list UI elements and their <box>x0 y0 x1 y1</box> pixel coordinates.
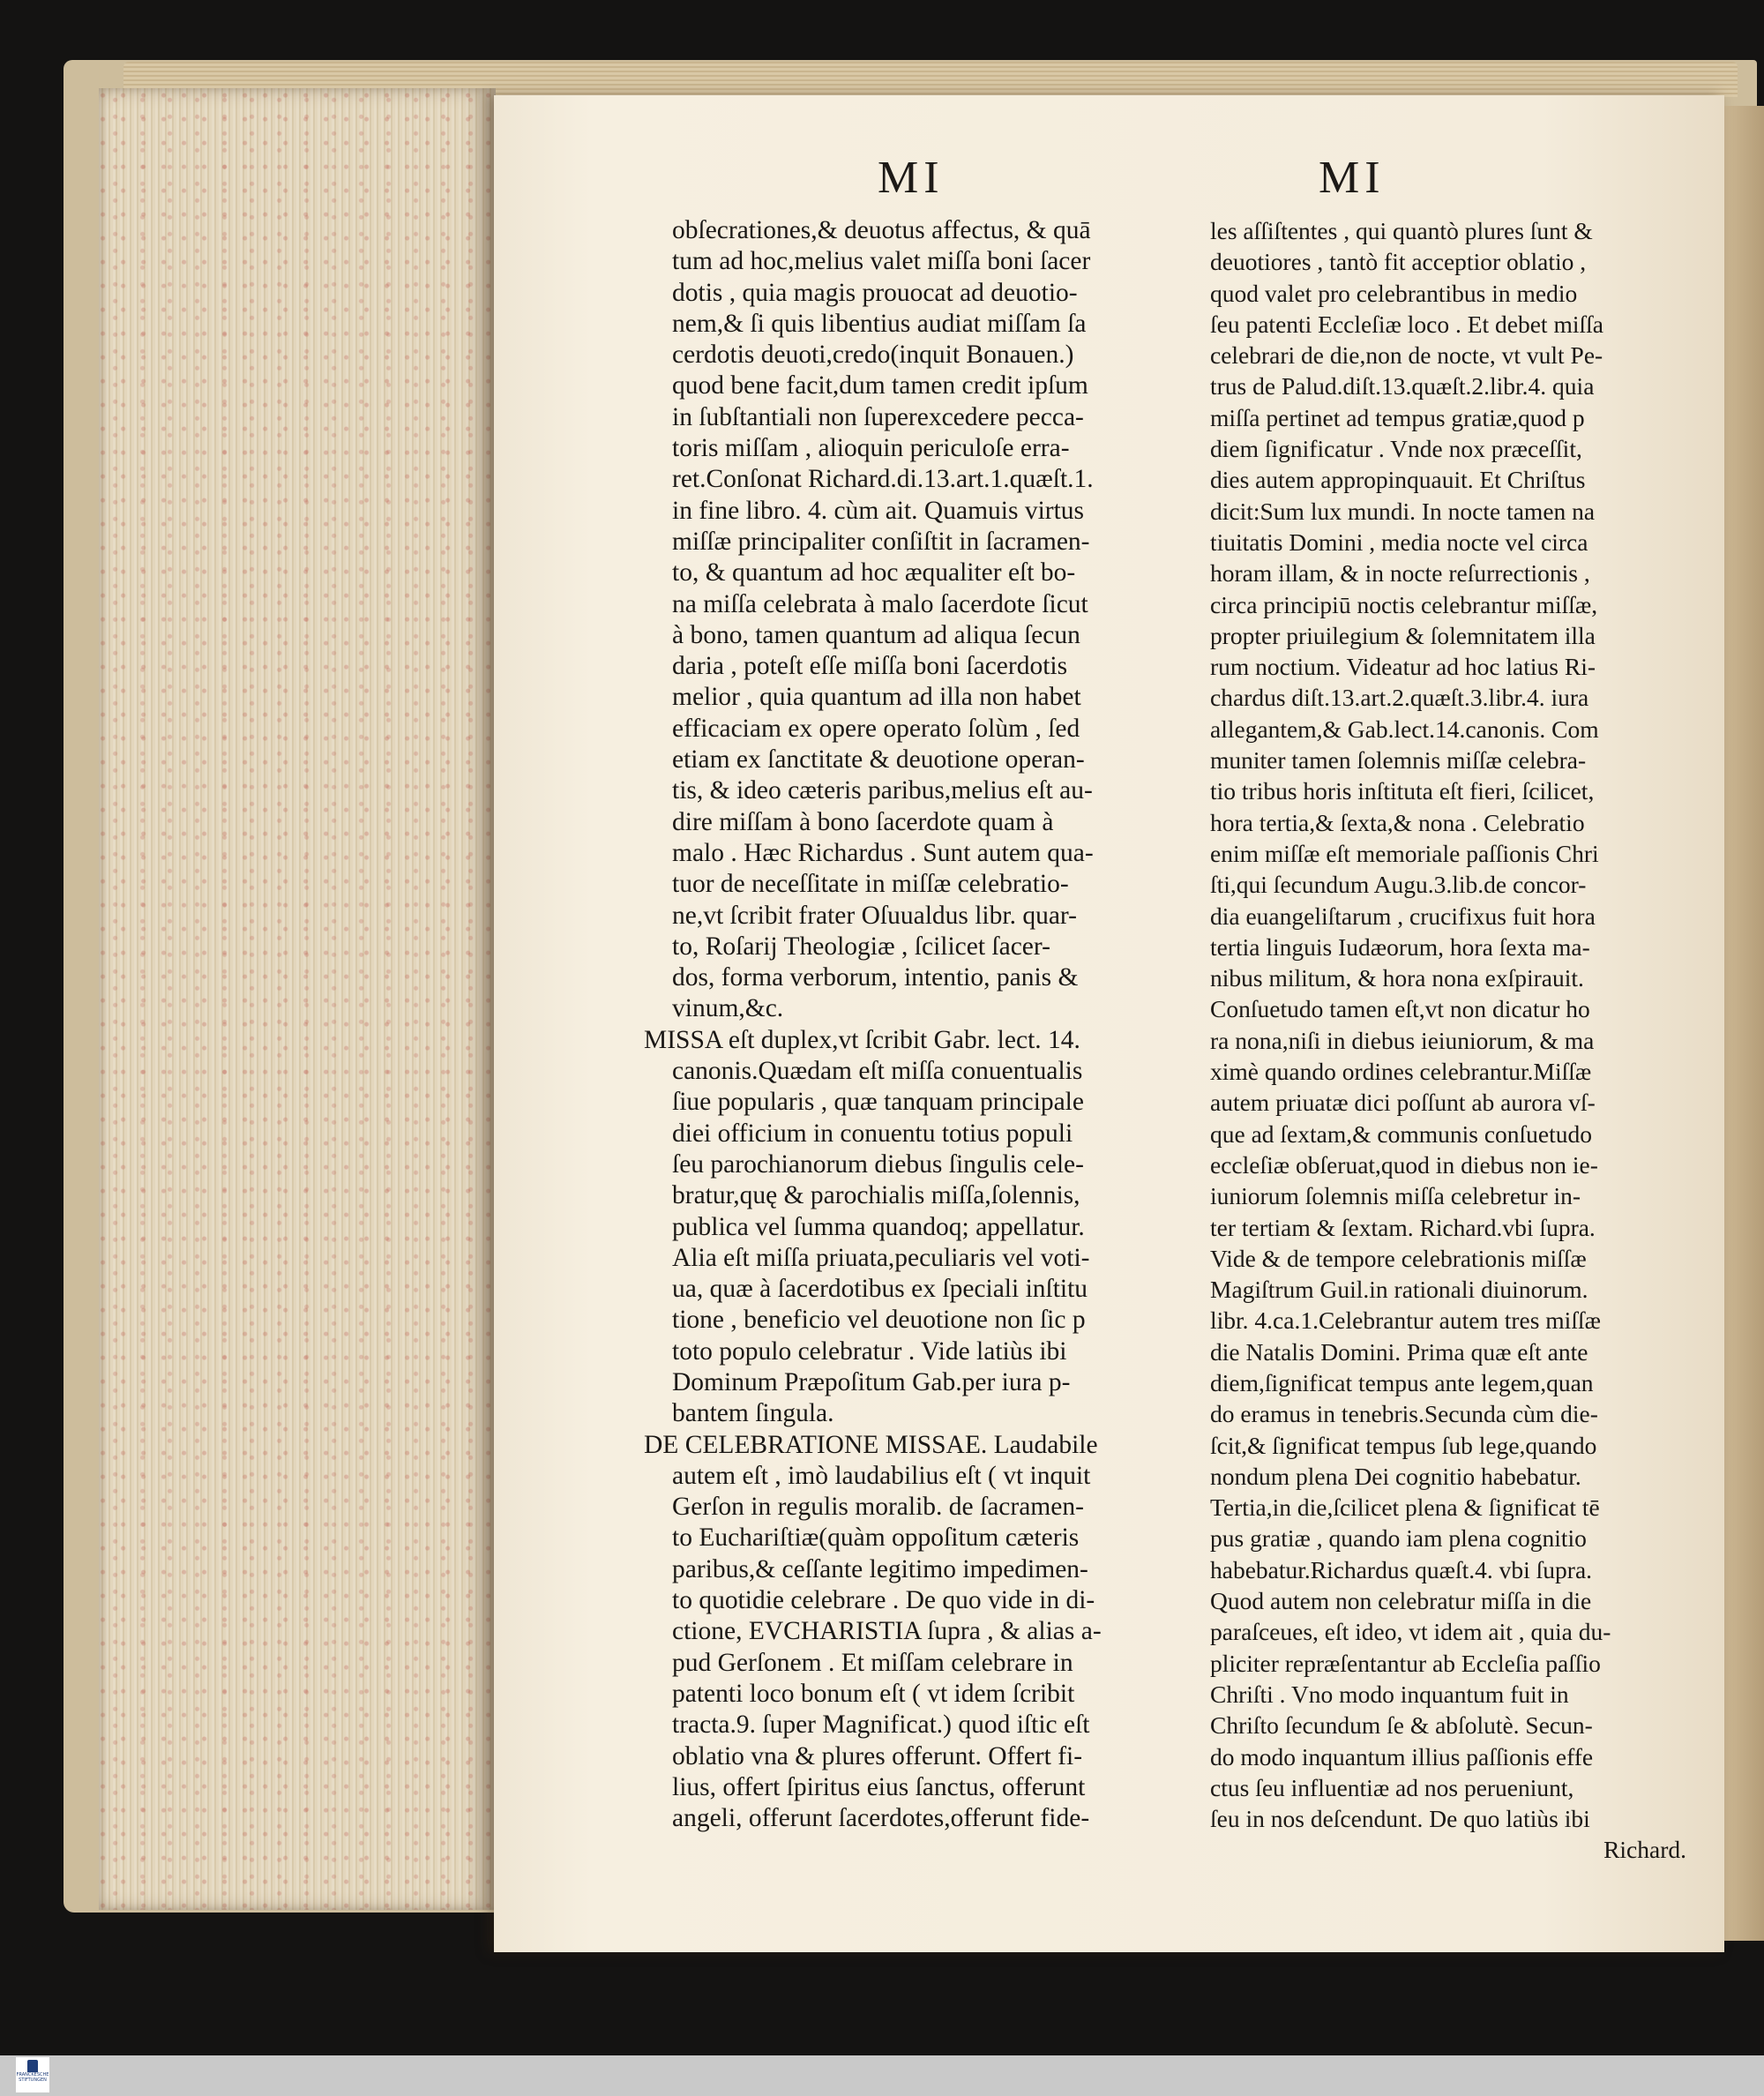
text-line: Chriſto ſecundum ſe & abſolutè. Secun- <box>1210 1711 1593 1740</box>
text-line: dia euangeliſtarum , crucifixus fuit hora <box>1210 902 1596 930</box>
text-line: ctione, EVCHARISTIA ſupra , & alias a- <box>672 1617 1102 1646</box>
running-headword-left: MI <box>878 153 945 203</box>
text-line: angeli, offerunt ſacerdotes,offerunt fide- <box>672 1804 1090 1833</box>
text-line: chardus diſt.13.art.2.quæſt.3.libr.4. iura <box>1210 684 1589 712</box>
book-fore-edge <box>99 88 496 1910</box>
text-line: propter priuilegium & ſolemnitatem illa <box>1210 621 1596 649</box>
text-line: libr. 4.ca.1.Celebrantur autem tres miſſæ <box>1210 1306 1601 1335</box>
text-line: ſti,qui ſecundum Augu.3.lib.de concor- <box>1210 871 1587 899</box>
text-line: iuniorum ſolemnis miſſa celebretur in- <box>1210 1182 1581 1210</box>
text-line: enim miſſæ eſt memoriale paſſionis Chri <box>1210 839 1599 867</box>
text-line: Dominum Præpoſitum Gab.per iura p- <box>672 1367 1071 1396</box>
text-line: Vide & de tempore celebrationis miſſæ <box>1210 1244 1587 1272</box>
text-line: ſeu patenti Eccleſiæ loco . Et debet miſſa <box>1210 310 1603 338</box>
text-line: ua, quæ à ſacerdotibus ex ſpeciali inſtitu <box>672 1275 1088 1304</box>
text-line: Quod autem non celebratur miſſa in die <box>1210 1587 1592 1615</box>
text-line: vinum,&c. <box>672 994 784 1023</box>
text-line: autem eſt , imò laudabilius eſt ( vt inquit <box>672 1461 1091 1490</box>
text-line: dotis , quia magis prouocat ad deuotio- <box>672 278 1078 307</box>
text-line: etiam ex ſanctitate & deuotione operan- <box>672 745 1085 775</box>
text-line: paribus,& ceſſante legitimo impedimen- <box>672 1554 1088 1583</box>
text-line: ter tertiam & ſextam. Richard.vbi ſupra. <box>1210 1213 1596 1241</box>
text-line: horam illam, & in nocte reſurrectionis , <box>1210 559 1590 588</box>
text-line: muniter tamen ſolemnis miſſæ celebra- <box>1210 746 1587 775</box>
text-line: oblatio vna & plures offerunt. Offert fi- <box>672 1741 1083 1770</box>
text-line: cerdotis deuoti,credo(inquit Bonauen.) <box>672 341 1074 370</box>
text-line: bantem ſingula. <box>672 1399 834 1428</box>
text-line: Conſuetudo tamen eſt,vt non dicatur ho <box>1210 995 1590 1023</box>
viewer-footer-bar <box>0 2055 1764 2096</box>
text-line: circa principiū noctis celebrantur miſſæ, <box>1210 590 1598 618</box>
text-line: Gerſon in regulis moralib. de ſacramen- <box>672 1493 1084 1522</box>
text-line: allegantem,& Gab.lect.14.canonis. Com <box>1210 715 1599 743</box>
text-line: dicit:Sum lux mundi. In nocte tamen na <box>1210 497 1596 525</box>
text-line: nibus militum, & hora nona exſpirauit. <box>1210 964 1584 992</box>
text-line: tuor de neceſſitate in miſſæ celebratio- <box>672 870 1069 899</box>
text-line: publica vel ſumma quandoq; appellatur. <box>672 1212 1085 1241</box>
text-line: toris miſſam , alioquin periculoſe erra- <box>672 434 1070 463</box>
text-line: to, Roſarij Theologiæ , ſcilicet ſacer- <box>672 932 1050 961</box>
text-line: habebatur.Richardus quæſt.4. vbi ſupra. <box>1210 1555 1593 1583</box>
text-line: daria , poteſt eſſe miſſa boni ſacerdotis <box>672 652 1068 681</box>
text-line: to quotidie celebrare . De quo vide in di- <box>672 1586 1095 1615</box>
text-line: diem,ſignificat tempus ante legem,quan <box>1210 1368 1594 1396</box>
text-line: bratur,quę & parochialis miſſa,ſolennis, <box>672 1181 1080 1210</box>
text-line: lius, offert ſpiritus eius ſanctus, offerunt <box>672 1772 1086 1801</box>
text-line: ximè quando ordines celebrantur.Miſſæ <box>1210 1058 1592 1086</box>
text-line: in fine libro. 4. cùm ait. Quamuis virtus <box>672 496 1085 525</box>
text-line: trus de Palud.diſt.13.quæſt.2.libr.4. quia <box>1210 372 1595 400</box>
text-line: ctus ſeu influentiæ ad nos perueniunt, <box>1210 1773 1574 1801</box>
text-line: MISSA eſt duplex,vt ſcribit Gabr. lect. 14. <box>644 1025 1080 1054</box>
text-line: ret.Conſonat Richard.di.13.art.1.quæſt.1. <box>672 465 1094 494</box>
text-line: melior , quia quantum ad illa non habet <box>672 683 1081 712</box>
text-line: to, & quantum ad hoc æqualiter eſt bo- <box>672 558 1076 588</box>
text-line: paraſceues, eſt ideo, vt idem ait , quia du- <box>1210 1618 1611 1646</box>
text-line: obſecrationes,& deuotus affectus, & quā <box>672 216 1091 244</box>
logo-text: FRANCKESCHE STIFTUNGEN <box>16 2072 49 2083</box>
text-line: nondum plena Dei cognitio habebatur. <box>1210 1462 1581 1490</box>
logo-mark-icon <box>27 2060 38 2072</box>
text-line: rum noctium. Videatur ad hoc latius Ri- <box>1210 653 1596 681</box>
text-line: pus gratiæ , quando iam plena cognitio <box>1210 1524 1587 1553</box>
text-line: dies autem appropinquauit. Et Chriſtus <box>1210 466 1586 494</box>
text-line: DE CELEBRATIONE MISSAE. Laudabile <box>644 1430 1098 1459</box>
text-line: ſcit,& ſignificat tempus ſub lege,quando <box>1210 1431 1597 1459</box>
text-line: in ſubſtantiali non ſuperexcedere pecca- <box>672 402 1084 431</box>
text-line: eccleſiæ obſeruat,quod in diebus non ie- <box>1210 1150 1598 1179</box>
text-line: ſeu in nos deſcendunt. De quo latiùs ibi <box>1210 1805 1590 1833</box>
text-line: to Euchariſtiæ(quàm oppoſitum cæteris <box>672 1523 1080 1553</box>
book-right-edge <box>1724 106 1764 1941</box>
text-line: ſiue popularis , quæ tanquam principale <box>672 1088 1084 1117</box>
text-line: dire miſſam à bono ſacerdote quam à <box>672 807 1054 836</box>
text-line: do eramus in tenebris.Secunda cùm die- <box>1210 1400 1598 1428</box>
text-line: dos, forma verborum, intentio, panis & <box>672 963 1079 992</box>
text-line: hora tertia,& ſexta,& nona . Celebratio <box>1210 808 1585 836</box>
text-line: que ad ſextam,& communis conſuetudo <box>1210 1119 1593 1148</box>
text-line: efficaciam ex opere operato ſolùm , ſed <box>672 714 1080 743</box>
institution-logo[interactable] <box>16 2057 49 2092</box>
text-line: na miſſa celebrata à malo ſacerdote ſicut <box>672 589 1088 618</box>
text-line: tis, & ideo cæteris paribus,melius eſt au- <box>672 776 1093 805</box>
running-headword-right: MI <box>1319 153 1386 203</box>
text-line: die Natalis Domini. Prima quæ eſt ante <box>1210 1337 1588 1366</box>
text-line: tione , beneficio vel deuotione non ſic p <box>672 1306 1086 1335</box>
text-line: ne,vt ſcribit frater Oſuualdus libr. quar- <box>672 901 1077 930</box>
text-line: nem,& ſi quis libentius audiat miſſam ſa <box>672 309 1087 338</box>
text-line: les aſſiſtentes , qui quantò plures ſunt & <box>1210 217 1593 244</box>
text-line: ſeu parochianorum diebus ſingulis cele- <box>672 1149 1084 1179</box>
text-line: ra nona,niſi in diebus ieiuniorum, & ma <box>1210 1026 1595 1054</box>
text-line: miſſæ principaliter conſiſtit in ſacramen- <box>672 527 1090 556</box>
text-line: toto populo celebratur . Vide latiùs ibi <box>672 1336 1067 1366</box>
text-line: Alia eſt miſſa priuata,peculiaris vel voti- <box>672 1243 1090 1272</box>
text-line: canonis.Quædam eſt miſſa conuentualis <box>672 1057 1083 1086</box>
text-line: diem ſignificatur . Vnde nox præceſſit, <box>1210 435 1582 463</box>
text-line: miſſa pertinet ad tempus gratiæ,quod p <box>1210 403 1585 431</box>
text-line: celebrari de die,non de nocte, vt vult Pe- <box>1210 341 1603 370</box>
text-line: tracta.9. ſuper Magnificat.) quod iſtic eſt <box>672 1710 1090 1740</box>
text-line: tum ad hoc,melius valet miſſa boni ſacer <box>672 247 1091 276</box>
text-line: Magiſtrum Guil.in rationali diuinorum. <box>1210 1276 1588 1304</box>
text-line: deuotiores , tantò fit acceptior oblatio , <box>1210 248 1587 276</box>
text-line: autem priuatæ dici poſſunt ab aurora vſ- <box>1210 1089 1596 1117</box>
text-line: diei officium in conuentu totius populi <box>672 1119 1073 1148</box>
text-line: quod bene facit,dum tamen credit ipſum <box>672 371 1088 400</box>
text-line: à bono, tamen quantum ad aliqua ſecun <box>672 620 1080 649</box>
text-line: tertia linguis Iudæorum, hora ſexta ma- <box>1210 932 1590 961</box>
text-line: malo . Hæc Richardus . Sunt autem qua- <box>672 838 1094 867</box>
text-line: Chriſti . Vno modo inquantum fuit in <box>1210 1680 1569 1708</box>
text-line: tio tribus horis inſtituta eſt fieri, ſcilicet, <box>1210 777 1595 805</box>
text-line: patenti loco bonum eſt ( vt idem ſcribit <box>672 1679 1075 1708</box>
text-line: pliciter repræſentantur ab Eccleſia paſſio <box>1210 1649 1601 1677</box>
text-line: Tertia,in die,ſcilicet plena & ſignificat tē <box>1210 1493 1600 1522</box>
text-line: tiuitatis Domini , media nocte vel circa <box>1210 528 1588 556</box>
text-line: quod valet pro celebrantibus in medio <box>1210 279 1578 307</box>
text-column-right <box>1210 215 1686 1866</box>
text-column-left <box>644 215 1177 1834</box>
text-line: Richard. <box>1603 1836 1686 1864</box>
text-line: do modo inquantum illius paſſionis effe <box>1210 1742 1594 1770</box>
text-line: pud Gerſonem . Et miſſam celebrare in <box>672 1648 1073 1677</box>
